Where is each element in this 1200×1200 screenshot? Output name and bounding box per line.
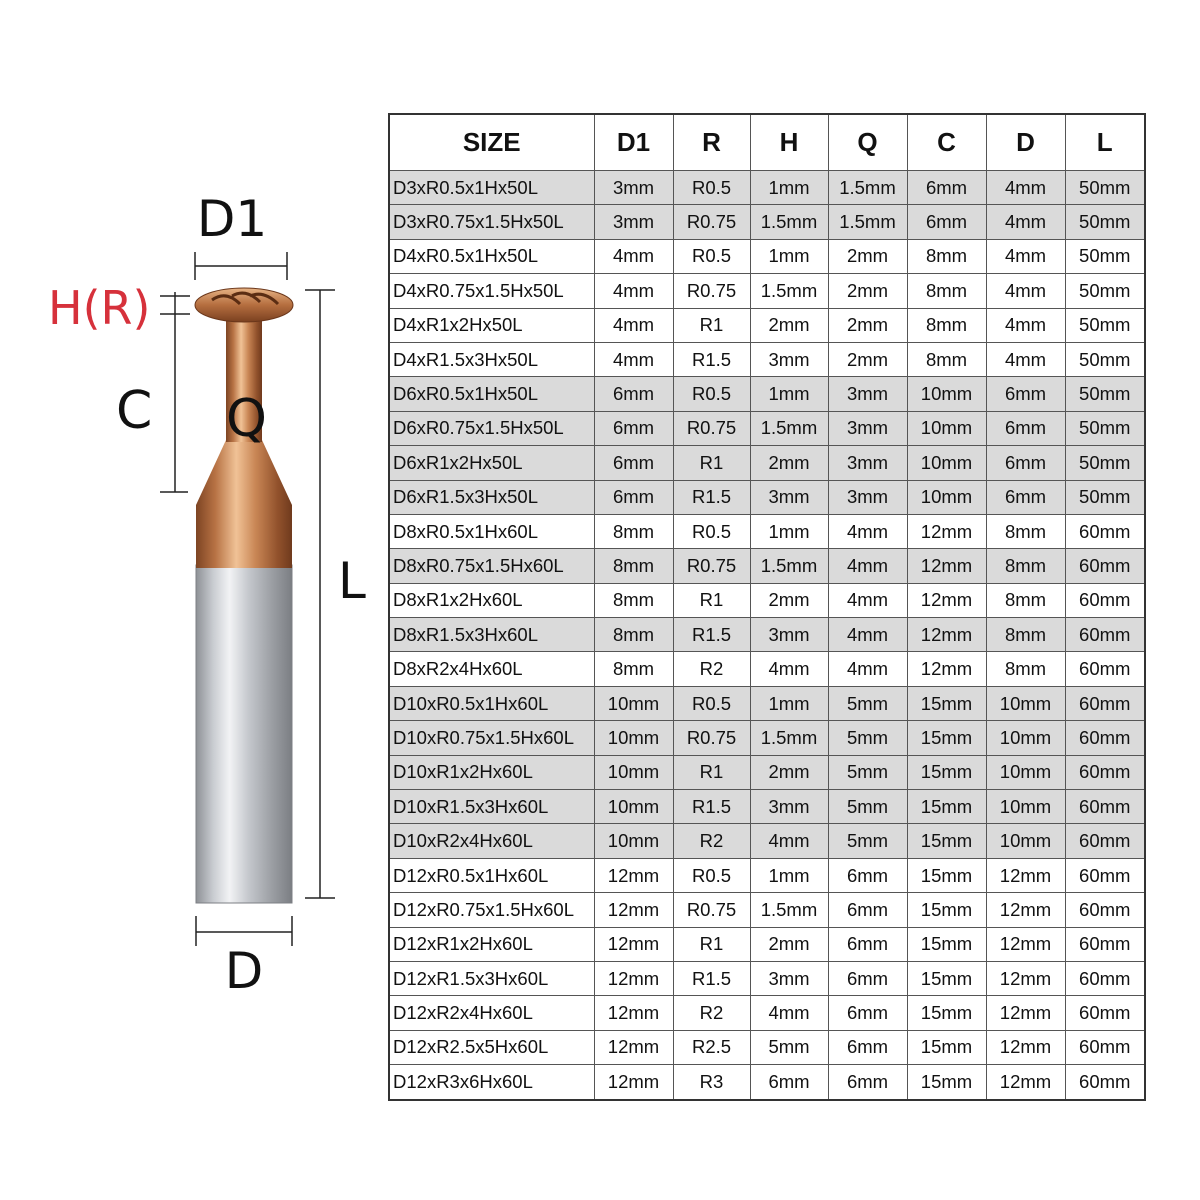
d-label: D xyxy=(224,942,264,1000)
cell-h: 1.5mm xyxy=(750,274,828,308)
cell-size: D12xR1.5x3Hx60L xyxy=(389,961,594,995)
cell-r: R0.5 xyxy=(673,858,750,892)
cell-d1: 12mm xyxy=(594,893,673,927)
cell-d: 10mm xyxy=(986,686,1065,720)
cell-d: 4mm xyxy=(986,308,1065,342)
cell-h: 3mm xyxy=(750,618,828,652)
cell-r: R1.5 xyxy=(673,618,750,652)
cell-r: R1 xyxy=(673,583,750,617)
cell-l: 60mm xyxy=(1065,652,1145,686)
l-label: L xyxy=(338,552,366,610)
cell-q: 6mm xyxy=(828,858,907,892)
cell-h: 3mm xyxy=(750,790,828,824)
cell-h: 1mm xyxy=(750,239,828,273)
cell-h: 1mm xyxy=(750,858,828,892)
cell-c: 15mm xyxy=(907,686,986,720)
table-row xyxy=(389,893,1145,927)
cell-l: 60mm xyxy=(1065,1030,1145,1064)
cell-c: 15mm xyxy=(907,927,986,961)
cell-q: 3mm xyxy=(828,446,907,480)
cell-size: D10xR0.75x1.5Hx60L xyxy=(389,721,594,755)
cell-q: 5mm xyxy=(828,824,907,858)
cell-size: D12xR2.5x5Hx60L xyxy=(389,1030,594,1064)
cell-c: 15mm xyxy=(907,858,986,892)
header-c: C xyxy=(907,114,986,171)
cell-h: 4mm xyxy=(750,652,828,686)
cell-c: 10mm xyxy=(907,480,986,514)
cell-r: R0.5 xyxy=(673,239,750,273)
cell-h: 3mm xyxy=(750,961,828,995)
cell-d1: 6mm xyxy=(594,446,673,480)
table-row xyxy=(389,205,1145,239)
cell-h: 1.5mm xyxy=(750,721,828,755)
cell-d: 8mm xyxy=(986,514,1065,548)
table-row xyxy=(389,342,1145,376)
cell-d1: 4mm xyxy=(594,274,673,308)
cell-size: D3xR0.75x1.5Hx50L xyxy=(389,205,594,239)
cell-c: 12mm xyxy=(907,652,986,686)
cell-l: 50mm xyxy=(1065,411,1145,445)
cell-size: D4xR1.5x3Hx50L xyxy=(389,342,594,376)
table-row xyxy=(389,686,1145,720)
c-label: C xyxy=(116,381,153,441)
cell-size: D6xR0.5x1Hx50L xyxy=(389,377,594,411)
cell-l: 50mm xyxy=(1065,171,1145,205)
table-row xyxy=(389,583,1145,617)
cell-r: R2.5 xyxy=(673,1030,750,1064)
cell-d: 10mm xyxy=(986,755,1065,789)
cell-size: D8xR1x2Hx60L xyxy=(389,583,594,617)
cell-d: 12mm xyxy=(986,961,1065,995)
cell-d: 4mm xyxy=(986,274,1065,308)
cell-q: 5mm xyxy=(828,790,907,824)
cell-q: 2mm xyxy=(828,239,907,273)
cell-l: 60mm xyxy=(1065,961,1145,995)
cell-q: 6mm xyxy=(828,927,907,961)
cell-q: 6mm xyxy=(828,961,907,995)
table-row xyxy=(389,308,1145,342)
cell-q: 6mm xyxy=(828,1030,907,1064)
cell-h: 2mm xyxy=(750,755,828,789)
tool-taper xyxy=(196,440,292,512)
header-size: SIZE xyxy=(389,114,594,171)
cell-size: D12xR2x4Hx60L xyxy=(389,996,594,1030)
table-row xyxy=(389,411,1145,445)
cell-d1: 4mm xyxy=(594,239,673,273)
cell-c: 15mm xyxy=(907,721,986,755)
cell-c: 10mm xyxy=(907,377,986,411)
table-header-row xyxy=(389,114,1145,171)
cell-c: 15mm xyxy=(907,961,986,995)
h-r-label: H(R) xyxy=(48,281,151,335)
cell-c: 15mm xyxy=(907,893,986,927)
cell-l: 60mm xyxy=(1065,893,1145,927)
table-row xyxy=(389,927,1145,961)
cell-d1: 8mm xyxy=(594,618,673,652)
cell-l: 60mm xyxy=(1065,824,1145,858)
cell-l: 60mm xyxy=(1065,996,1145,1030)
cell-c: 15mm xyxy=(907,1065,986,1100)
cell-r: R1 xyxy=(673,755,750,789)
header-l: L xyxy=(1065,114,1145,171)
cell-d: 12mm xyxy=(986,927,1065,961)
cell-d1: 12mm xyxy=(594,1065,673,1100)
cell-q: 5mm xyxy=(828,721,907,755)
tool-diagram xyxy=(0,0,380,1200)
table-row xyxy=(389,480,1145,514)
cell-size: D4xR0.5x1Hx50L xyxy=(389,239,594,273)
cell-d1: 3mm xyxy=(594,205,673,239)
cell-h: 2mm xyxy=(750,308,828,342)
tool-shank-coated xyxy=(196,510,292,568)
cell-q: 4mm xyxy=(828,652,907,686)
cell-r: R2 xyxy=(673,996,750,1030)
cell-d1: 6mm xyxy=(594,480,673,514)
cell-l: 50mm xyxy=(1065,480,1145,514)
spec-table xyxy=(388,113,1146,1101)
cell-size: D4xR0.75x1.5Hx50L xyxy=(389,274,594,308)
table-row xyxy=(389,274,1145,308)
cell-r: R0.75 xyxy=(673,893,750,927)
cell-d: 4mm xyxy=(986,205,1065,239)
cell-l: 50mm xyxy=(1065,342,1145,376)
cell-c: 8mm xyxy=(907,274,986,308)
cell-c: 8mm xyxy=(907,342,986,376)
cell-d: 10mm xyxy=(986,721,1065,755)
table-row xyxy=(389,239,1145,273)
cell-q: 2mm xyxy=(828,274,907,308)
cell-r: R1 xyxy=(673,927,750,961)
cell-h: 6mm xyxy=(750,1065,828,1100)
cell-d: 4mm xyxy=(986,171,1065,205)
cell-q: 1.5mm xyxy=(828,171,907,205)
cell-c: 6mm xyxy=(907,205,986,239)
cell-r: R0.75 xyxy=(673,205,750,239)
header-r: R xyxy=(673,114,750,171)
cell-r: R1.5 xyxy=(673,480,750,514)
cell-l: 50mm xyxy=(1065,308,1145,342)
cell-q: 2mm xyxy=(828,308,907,342)
cell-d1: 4mm xyxy=(594,308,673,342)
cell-q: 3mm xyxy=(828,480,907,514)
cell-size: D8xR2x4Hx60L xyxy=(389,652,594,686)
cell-r: R0.5 xyxy=(673,377,750,411)
cell-q: 4mm xyxy=(828,618,907,652)
cell-h: 3mm xyxy=(750,480,828,514)
cell-r: R0.75 xyxy=(673,411,750,445)
cell-d1: 8mm xyxy=(594,583,673,617)
cell-c: 12mm xyxy=(907,583,986,617)
cell-d1: 8mm xyxy=(594,514,673,548)
cell-d1: 10mm xyxy=(594,755,673,789)
cell-h: 5mm xyxy=(750,1030,828,1064)
cell-d: 12mm xyxy=(986,1065,1065,1100)
cell-d1: 6mm xyxy=(594,411,673,445)
cell-h: 2mm xyxy=(750,927,828,961)
cell-d1: 10mm xyxy=(594,721,673,755)
cell-q: 4mm xyxy=(828,583,907,617)
header-d: D xyxy=(986,114,1065,171)
cell-r: R3 xyxy=(673,1065,750,1100)
table-row xyxy=(389,171,1145,205)
cell-l: 50mm xyxy=(1065,446,1145,480)
cell-size: D10xR0.5x1Hx60L xyxy=(389,686,594,720)
cell-d1: 8mm xyxy=(594,549,673,583)
cell-c: 15mm xyxy=(907,755,986,789)
cell-size: D12xR1x2Hx60L xyxy=(389,927,594,961)
cell-l: 60mm xyxy=(1065,514,1145,548)
cell-d: 12mm xyxy=(986,996,1065,1030)
cell-d1: 10mm xyxy=(594,824,673,858)
cell-c: 15mm xyxy=(907,790,986,824)
cell-c: 12mm xyxy=(907,618,986,652)
cell-d1: 4mm xyxy=(594,342,673,376)
table-row xyxy=(389,549,1145,583)
cell-l: 60mm xyxy=(1065,1065,1145,1100)
cell-q: 3mm xyxy=(828,411,907,445)
cell-r: R0.75 xyxy=(673,721,750,755)
cell-h: 1.5mm xyxy=(750,549,828,583)
cell-r: R0.75 xyxy=(673,549,750,583)
cell-q: 6mm xyxy=(828,996,907,1030)
cell-d: 12mm xyxy=(986,893,1065,927)
table-row xyxy=(389,755,1145,789)
cell-h: 1mm xyxy=(750,514,828,548)
table-row xyxy=(389,858,1145,892)
cell-q: 2mm xyxy=(828,342,907,376)
cell-size: D8xR0.75x1.5Hx60L xyxy=(389,549,594,583)
cell-l: 60mm xyxy=(1065,858,1145,892)
cell-d1: 12mm xyxy=(594,1030,673,1064)
cell-c: 10mm xyxy=(907,446,986,480)
table-row xyxy=(389,721,1145,755)
cell-size: D6xR0.75x1.5Hx50L xyxy=(389,411,594,445)
cell-d: 10mm xyxy=(986,790,1065,824)
cell-size: D10xR1x2Hx60L xyxy=(389,755,594,789)
cell-d: 10mm xyxy=(986,824,1065,858)
cell-l: 50mm xyxy=(1065,274,1145,308)
cell-q: 6mm xyxy=(828,893,907,927)
cell-d1: 12mm xyxy=(594,996,673,1030)
header-q: Q xyxy=(828,114,907,171)
cell-d: 6mm xyxy=(986,377,1065,411)
cell-r: R2 xyxy=(673,652,750,686)
table-row xyxy=(389,514,1145,548)
cell-d1: 6mm xyxy=(594,377,673,411)
cell-c: 8mm xyxy=(907,308,986,342)
cell-l: 60mm xyxy=(1065,583,1145,617)
cell-q: 3mm xyxy=(828,377,907,411)
cell-d1: 12mm xyxy=(594,858,673,892)
cell-size: D8xR0.5x1Hx60L xyxy=(389,514,594,548)
table-row xyxy=(389,996,1145,1030)
cell-l: 60mm xyxy=(1065,618,1145,652)
cell-l: 50mm xyxy=(1065,205,1145,239)
table-row xyxy=(389,790,1145,824)
cell-size: D12xR0.75x1.5Hx60L xyxy=(389,893,594,927)
cell-l: 50mm xyxy=(1065,239,1145,273)
cell-l: 60mm xyxy=(1065,549,1145,583)
tool-shank xyxy=(196,565,292,903)
cell-l: 60mm xyxy=(1065,721,1145,755)
table-row xyxy=(389,377,1145,411)
cell-d: 8mm xyxy=(986,652,1065,686)
d1-label: D1 xyxy=(196,190,268,248)
cell-l: 60mm xyxy=(1065,755,1145,789)
table-body xyxy=(389,171,1145,1100)
cell-h: 2mm xyxy=(750,446,828,480)
cell-c: 15mm xyxy=(907,824,986,858)
table-row xyxy=(389,1030,1145,1064)
cell-h: 4mm xyxy=(750,824,828,858)
cell-d1: 8mm xyxy=(594,652,673,686)
table-row xyxy=(389,446,1145,480)
cell-h: 4mm xyxy=(750,996,828,1030)
cell-c: 15mm xyxy=(907,996,986,1030)
cell-r: R1.5 xyxy=(673,342,750,376)
cell-r: R1.5 xyxy=(673,790,750,824)
cell-size: D12xR3x6Hx60L xyxy=(389,1065,594,1100)
cell-size: D3xR0.5x1Hx50L xyxy=(389,171,594,205)
cell-d: 8mm xyxy=(986,618,1065,652)
cell-d: 8mm xyxy=(986,549,1065,583)
table-row xyxy=(389,961,1145,995)
cell-d1: 3mm xyxy=(594,171,673,205)
cell-h: 1.5mm xyxy=(750,893,828,927)
cell-c: 6mm xyxy=(907,171,986,205)
cell-d: 6mm xyxy=(986,480,1065,514)
cell-r: R1.5 xyxy=(673,961,750,995)
cell-size: D6xR1.5x3Hx50L xyxy=(389,480,594,514)
cell-d1: 10mm xyxy=(594,686,673,720)
cell-q: 1.5mm xyxy=(828,205,907,239)
q-label: Q xyxy=(226,389,267,449)
cell-r: R0.5 xyxy=(673,171,750,205)
cell-h: 1mm xyxy=(750,686,828,720)
cell-r: R2 xyxy=(673,824,750,858)
cell-h: 1mm xyxy=(750,377,828,411)
cell-d: 6mm xyxy=(986,411,1065,445)
cell-q: 6mm xyxy=(828,1065,907,1100)
cell-size: D12xR0.5x1Hx60L xyxy=(389,858,594,892)
cell-l: 60mm xyxy=(1065,790,1145,824)
cell-q: 4mm xyxy=(828,514,907,548)
cell-q: 4mm xyxy=(828,549,907,583)
cell-r: R0.5 xyxy=(673,686,750,720)
header-h: H xyxy=(750,114,828,171)
cell-d1: 10mm xyxy=(594,790,673,824)
cell-r: R1 xyxy=(673,308,750,342)
cell-size: D10xR2x4Hx60L xyxy=(389,824,594,858)
cell-size: D6xR1x2Hx50L xyxy=(389,446,594,480)
cell-d: 8mm xyxy=(986,583,1065,617)
cell-h: 1mm xyxy=(750,171,828,205)
table-row xyxy=(389,824,1145,858)
table-row xyxy=(389,618,1145,652)
cell-l: 60mm xyxy=(1065,686,1145,720)
cell-d1: 12mm xyxy=(594,927,673,961)
cell-h: 1.5mm xyxy=(750,411,828,445)
cell-q: 5mm xyxy=(828,755,907,789)
cell-h: 1.5mm xyxy=(750,205,828,239)
cell-c: 8mm xyxy=(907,239,986,273)
cell-d: 12mm xyxy=(986,858,1065,892)
cell-h: 2mm xyxy=(750,583,828,617)
cell-l: 50mm xyxy=(1065,377,1145,411)
table-row xyxy=(389,1065,1145,1100)
cell-d1: 12mm xyxy=(594,961,673,995)
cell-d: 4mm xyxy=(986,239,1065,273)
cell-r: R0.75 xyxy=(673,274,750,308)
cell-r: R1 xyxy=(673,446,750,480)
cell-d: 12mm xyxy=(986,1030,1065,1064)
cell-d: 6mm xyxy=(986,446,1065,480)
cell-c: 12mm xyxy=(907,549,986,583)
cell-size: D4xR1x2Hx50L xyxy=(389,308,594,342)
cell-size: D8xR1.5x3Hx60L xyxy=(389,618,594,652)
cell-r: R0.5 xyxy=(673,514,750,548)
cell-c: 12mm xyxy=(907,514,986,548)
cell-h: 3mm xyxy=(750,342,828,376)
cell-c: 10mm xyxy=(907,411,986,445)
header-d1: D1 xyxy=(594,114,673,171)
table-row xyxy=(389,652,1145,686)
cell-d: 4mm xyxy=(986,342,1065,376)
cell-size: D10xR1.5x3Hx60L xyxy=(389,790,594,824)
cell-l: 60mm xyxy=(1065,927,1145,961)
cell-q: 5mm xyxy=(828,686,907,720)
cell-c: 15mm xyxy=(907,1030,986,1064)
